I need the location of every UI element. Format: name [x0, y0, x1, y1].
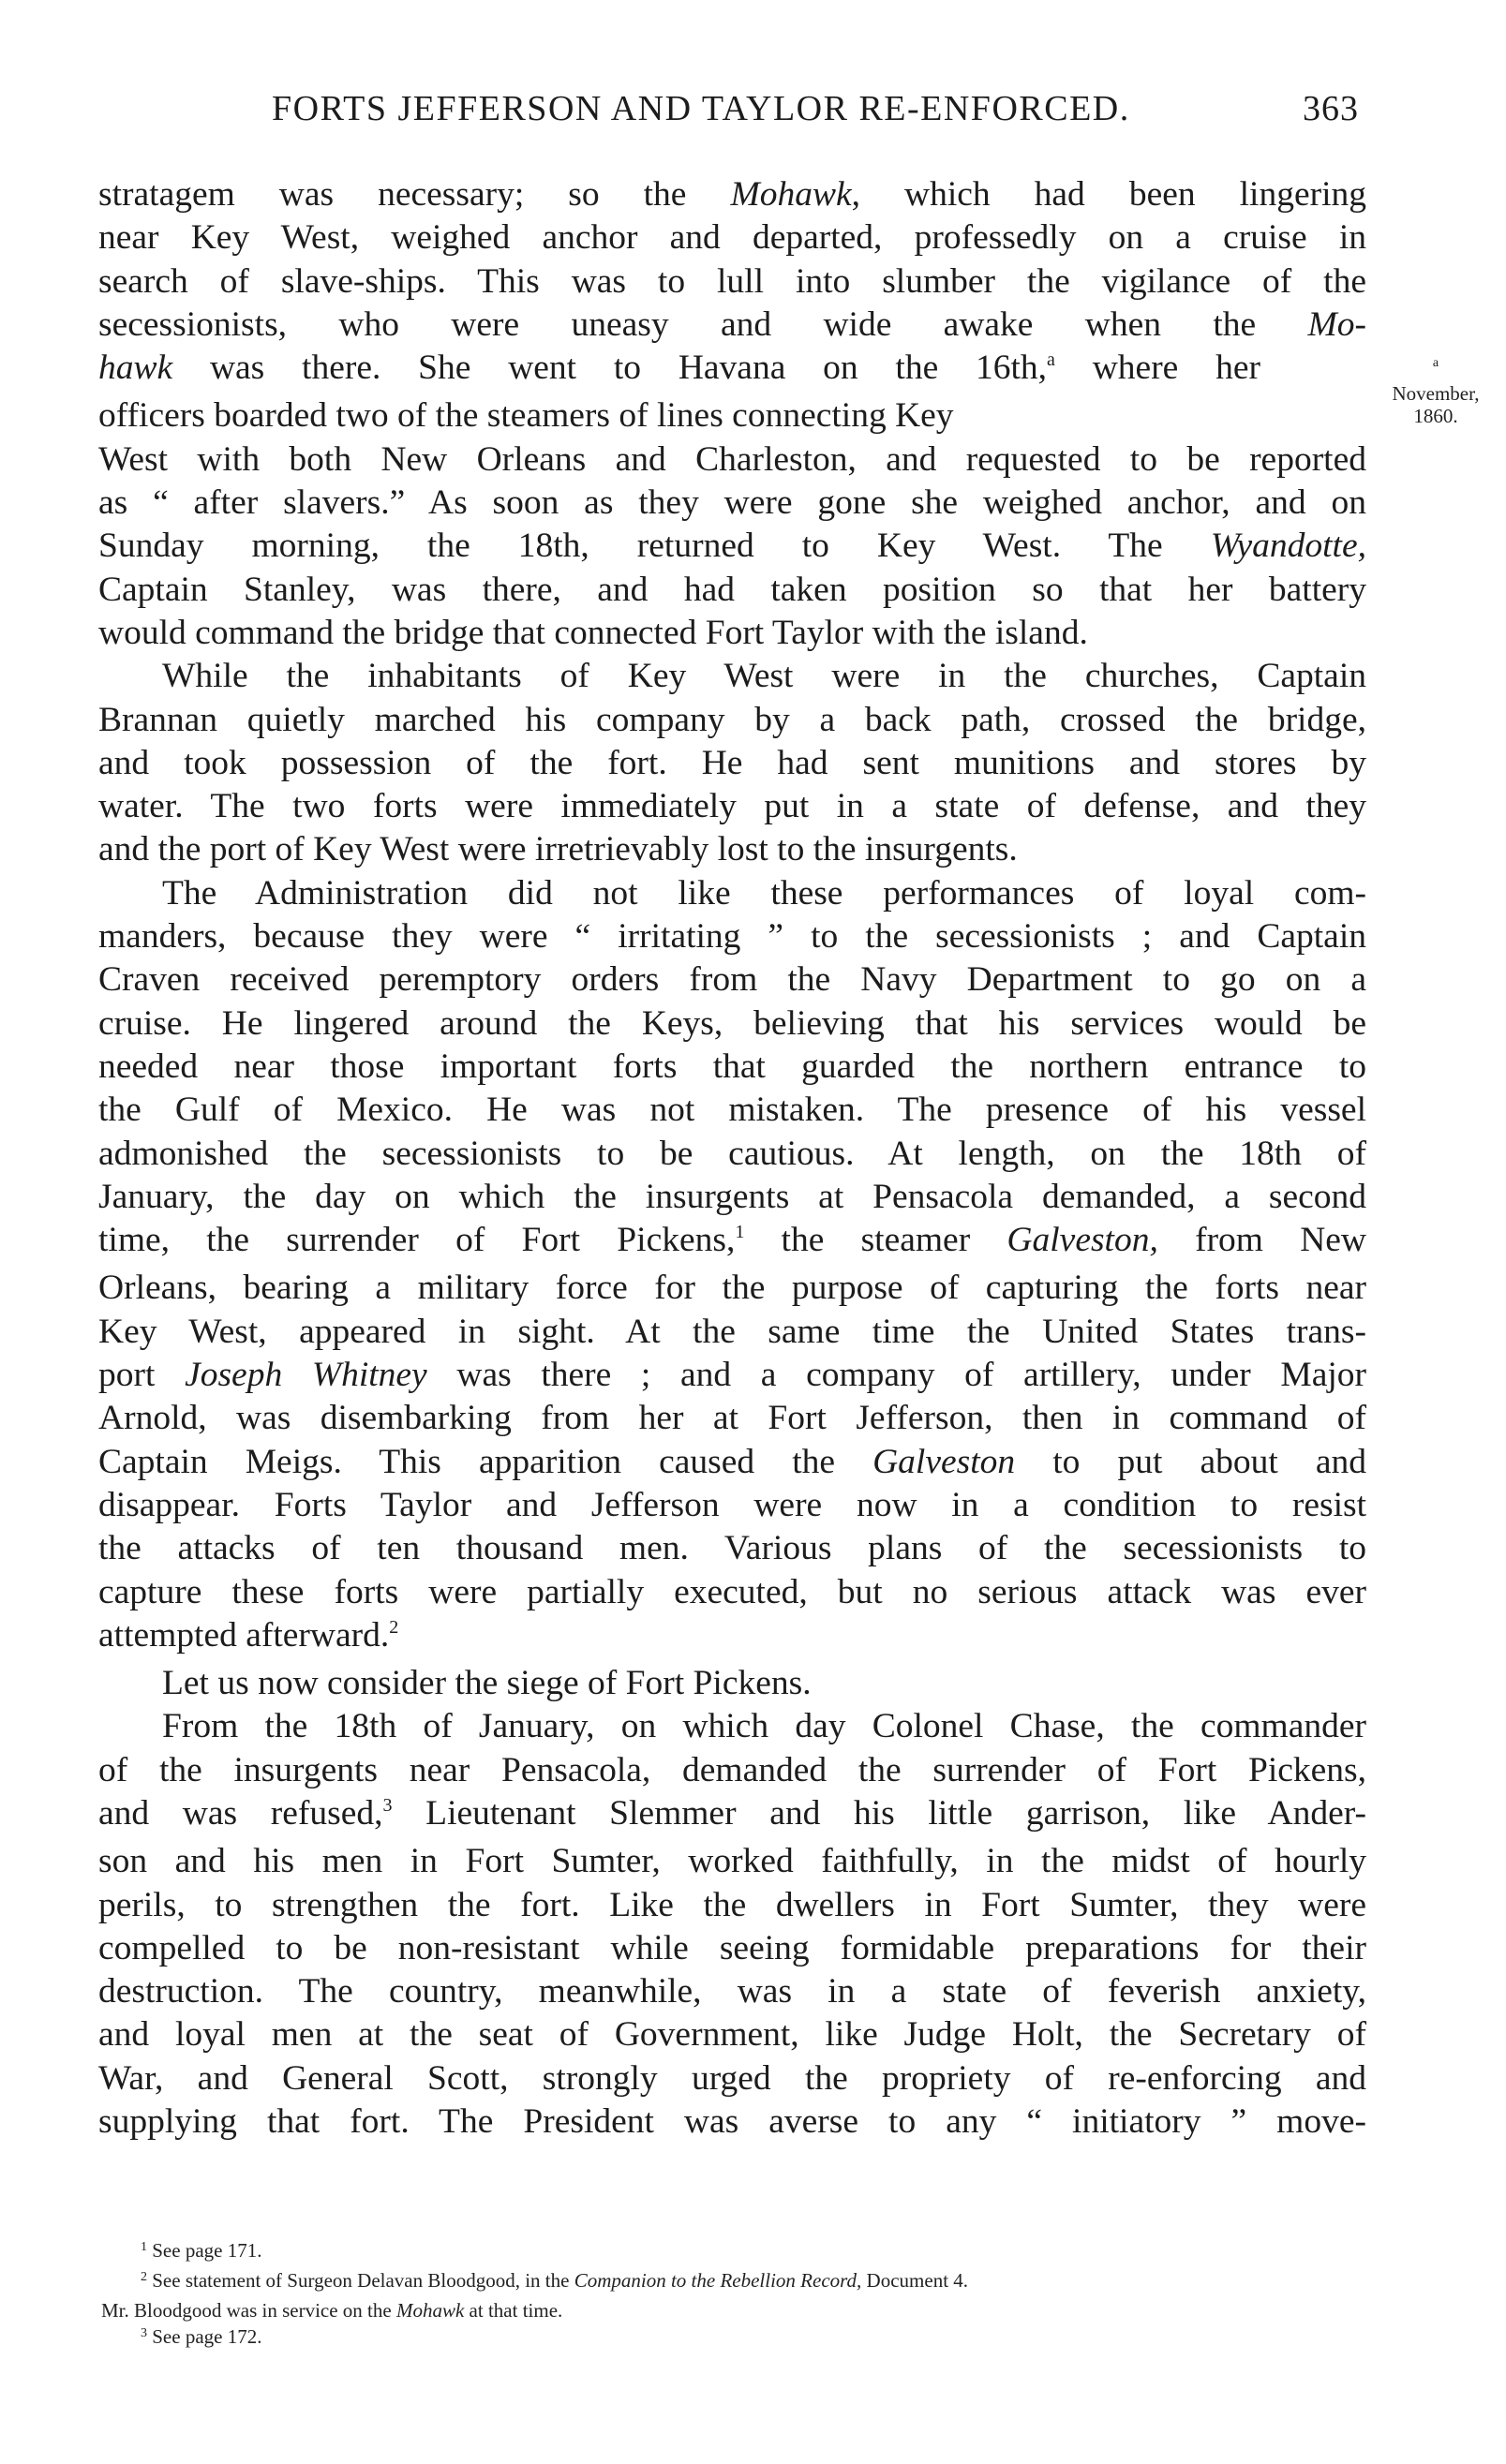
text-line: Orleans, bearing a military force for the purpose of capturing the forts near	[98, 1269, 1366, 1308]
text-line: Captain Stanley, was there, and had taken position so that her battery	[98, 570, 1366, 609]
margin-note-month: November,	[1392, 382, 1480, 405]
ship-name: Wyandotte,	[1210, 527, 1366, 566]
ship-name: Mohawk	[730, 175, 852, 214]
footnote-2-continued: Mr. Bloodgood was in service on the Mohawk at that time.	[101, 2299, 563, 2322]
footnote-ref: 3	[382, 1794, 393, 1816]
margin-note-ref: a	[1047, 349, 1055, 371]
footnote-ref: 2	[389, 1616, 399, 1638]
footnote-1: $^1$ See page 171.	[141, 2239, 262, 2262]
ship-name: Joseph Whitney	[185, 1356, 427, 1395]
text-line: and was refused,$^3$ Lieutenant Slemmer and his little garrison, like Ander-	[98, 1793, 1367, 1833]
text-line: son and his men in Fort Sumter, worked faithfully, in the midst of hourly	[98, 1842, 1366, 1881]
text-line: time, the surrender of Fort Pickens,$^1$ the steamer Galveston, from New	[98, 1221, 1367, 1260]
text-line: Captain Meigs. This apparition caused the Galveston to put about and	[98, 1442, 1366, 1481]
text-line: secessionists, who were uneasy and wide awake when the Mo-	[98, 304, 1366, 344]
text-line: disappear. Forts Taylor and Jefferson were now in a condition to resist	[98, 1485, 1366, 1524]
text-line: hawk was there. She went to Havana on the 16th,$^a$ where her	[98, 349, 1260, 388]
text-line: the Gulf of Mexico. He was not mistaken. The presence of his vessel	[98, 1091, 1366, 1130]
footnote-ref: 1	[735, 1222, 745, 1243]
text-line: Key West, appeared in sight. At the same time the United States trans-	[98, 1312, 1366, 1351]
text-line: perils, to strengthen the fort. Like the dwellers in Fort Sumter, they were	[98, 1885, 1366, 1924]
footnote-2: $^2$ See statement of Surgeon Delavan Bloodgood, in the Companion to the Rebellion Record, Document 4.	[141, 2269, 969, 2292]
ship-name: hawk	[98, 349, 173, 388]
running-header	[272, 88, 1359, 135]
text-line: admonished the secessionists to be cautious. At length, on the 18th of	[98, 1134, 1366, 1173]
text-line: Arnold, was disembarking from her at Fort Jefferson, then in command of	[98, 1399, 1366, 1438]
text-line: West with both New Orleans and Charleston, and requested to be reported	[98, 439, 1366, 479]
text-line: Brannan quietly marched his company by a back path, crossed the bridge,	[98, 700, 1366, 739]
text-line: the attacks of ten thousand men. Various plans of the secessionists to	[98, 1529, 1366, 1568]
text-line: as “ after slavers.” As soon as they were gone she weighed anchor, and on	[98, 483, 1366, 523]
ship-name: Mo-	[1307, 304, 1366, 344]
text-line: destruction. The country, meanwhile, was in a state of feverish anxiety,	[98, 1972, 1366, 2011]
text-line: port Joseph Whitney was there ; and a company of artillery, under Major	[98, 1356, 1366, 1395]
text-line: compelled to be non-resistant while seeing formidable preparations for their	[98, 1928, 1366, 1967]
text-line: and the port of Key West were irretrievably lost to the insurgents.	[98, 830, 1018, 869]
ship-name: Galveston	[872, 1442, 1016, 1481]
text-line: water. The two forts were immediately put in a state of defense, and they	[98, 787, 1366, 826]
text-line: supplying that fort. The President was averse to any “ initiatory ” move-	[98, 2102, 1366, 2142]
text-line: Craven received peremptory orders from the Navy Department to go on a	[98, 960, 1366, 1000]
paragraph-start: Let us now consider the siege of Fort Pickens.	[162, 1664, 812, 1703]
text-line: and took possession of the fort. He had sent munitions and stores by	[98, 743, 1366, 782]
running-title: FORTS JEFFERSON AND TAYLOR RE-ENFORCED.	[272, 89, 1130, 128]
text-line: attempted afterward.$^2$	[98, 1615, 399, 1655]
ship-name: Galveston,	[1006, 1221, 1158, 1260]
margin-note-year: 1860.	[1413, 405, 1458, 427]
text-line: Sunday morning, the 18th, returned to Key West. The Wyandotte,	[98, 527, 1366, 566]
text-line: cruise. He lingered around the Keys, believing that his services would be	[98, 1003, 1366, 1043]
footnote-3: $^3$ See page 172.	[141, 2325, 262, 2348]
text-line: January, the day on which the insurgents at Pensacola demanded, a second	[98, 1177, 1366, 1216]
text-line: War, and General Scott, strongly urged the propriety of re-enforcing and	[98, 2058, 1366, 2098]
paragraph-start: The Administration did not like these performances of loyal com-	[162, 873, 1366, 913]
margin-note-marker: a	[1432, 356, 1439, 370]
paragraph-start: From the 18th of January, on which day Colonel Chase, the commander	[162, 1707, 1366, 1746]
margin-note	[1389, 356, 1483, 427]
text-line: search of slave-ships. This was to lull into slumber the vigilance of the	[98, 261, 1366, 301]
page-number: 363	[1303, 89, 1359, 128]
text-line: and loyal men at the seat of Government, like Judge Holt, the Secretary of	[98, 2015, 1366, 2055]
text-line: manders, because they were “ irritating ” to the secessionists ; and Captain	[98, 917, 1366, 957]
paragraph-start: While the inhabitants of Key West were in the churches, Captain	[162, 657, 1366, 696]
text-line: would command the bridge that connected Fort Taylor with the island.	[98, 613, 1088, 652]
text-line: officers boarded two of the steamers of lines connecting Key	[98, 396, 954, 436]
body-text	[98, 173, 1366, 2144]
footnotes	[101, 2237, 1366, 2353]
text-line: needed near those important forts that guarded the northern entrance to	[98, 1046, 1366, 1086]
text-line: stratagem was necessary; so the Mohawk, which had been lingering	[98, 175, 1367, 214]
text-line: near Key West, weighed anchor and departed, professedly on a cruise in	[98, 218, 1366, 258]
text-line: capture these forts were partially executed, but no serious attack was ever	[98, 1572, 1366, 1611]
text-line: of the insurgents near Pensacola, demanded the surrender of Fort Pickens,	[98, 1750, 1366, 1789]
